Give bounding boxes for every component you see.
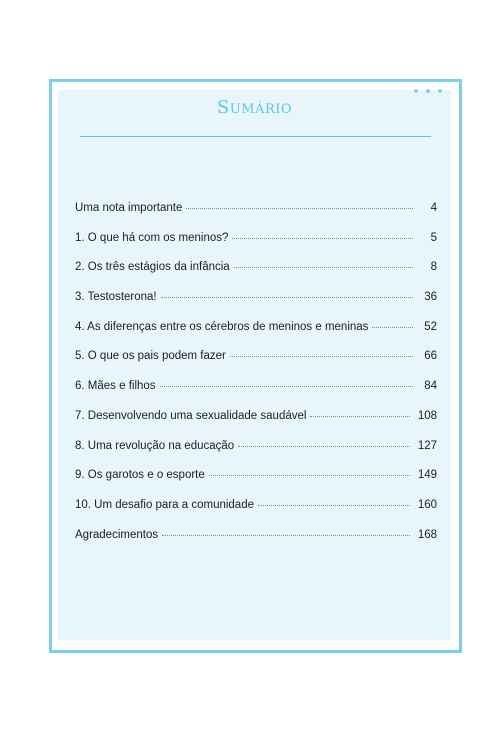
toc-entry-page: 66 [424, 350, 437, 363]
toc-entry[interactable] [75, 529, 437, 559]
dot-leader [310, 416, 409, 417]
page-title: Sumário [216, 97, 293, 118]
toc-entry[interactable] [75, 232, 437, 262]
toc-entry[interactable] [75, 291, 437, 321]
decorative-dots-icon [414, 89, 444, 97]
toc-entry-label: 10. Um desafio para a comunidade [75, 498, 254, 511]
toc-entry-page: 4 [430, 202, 437, 214]
dot-leader [161, 297, 413, 298]
dot-icon [438, 89, 442, 93]
toc-entry-page: 149 [417, 469, 437, 482]
dot-leader [230, 356, 413, 357]
toc-entry-page: 127 [417, 439, 437, 452]
toc-entry-label: Agradecimentos [75, 528, 159, 541]
toc-entry-page: 5 [430, 231, 437, 244]
dot-leader [234, 267, 413, 268]
toc-entry-page: 168 [417, 528, 437, 541]
toc-entry-page: 8 [430, 261, 437, 274]
toc-entry[interactable] [75, 202, 437, 232]
toc-entry[interactable] [75, 321, 437, 351]
toc-entry-label: 3. Testosterona! [75, 291, 157, 304]
toc-entry-label: 1. O que há com os meninos? [75, 231, 229, 244]
title-divider [80, 136, 431, 137]
toc-entry[interactable] [75, 499, 437, 529]
dot-leader [186, 208, 413, 209]
dot-leader [372, 327, 413, 328]
toc-entry-label: Uma nota importante [75, 202, 183, 214]
toc-entry-label: 7. Desenvolvendo uma sexualidade saudável [75, 409, 307, 422]
toc-entry-page: 108 [417, 409, 437, 422]
dot-leader [232, 238, 413, 239]
dot-leader [160, 386, 413, 387]
dot-leader [209, 475, 410, 476]
toc-entry-page: 160 [417, 498, 437, 511]
dot-leader [258, 505, 410, 506]
dot-leader [162, 535, 410, 536]
toc-entry-label: 8. Uma revolução na educação [75, 439, 235, 452]
toc-entry-page: 36 [424, 291, 437, 304]
toc-entry[interactable] [75, 440, 437, 470]
toc-entry[interactable] [75, 469, 437, 499]
dot-icon [414, 89, 418, 93]
toc-entry-page: 52 [424, 320, 437, 333]
toc-entry[interactable] [75, 410, 437, 440]
toc-entry[interactable] [75, 350, 437, 380]
toc-entry-label: 4. As diferenças entre os cérebros de meninos e meninas [75, 320, 369, 333]
toc-entry-label: 5. O que os pais podem fazer [75, 350, 226, 363]
toc-entry-label: 6. Mães e filhos [75, 380, 156, 393]
toc-entry-label: 2. Os três estágios da infância [75, 261, 230, 274]
toc-entry[interactable] [75, 261, 437, 291]
toc-entry[interactable] [75, 380, 437, 410]
table-of-contents [75, 202, 437, 558]
toc-entry-page: 84 [424, 380, 437, 393]
dot-icon [426, 89, 430, 93]
toc-entry-label: 9. Os garotos e o esporte [75, 469, 205, 482]
dot-leader [238, 446, 410, 447]
